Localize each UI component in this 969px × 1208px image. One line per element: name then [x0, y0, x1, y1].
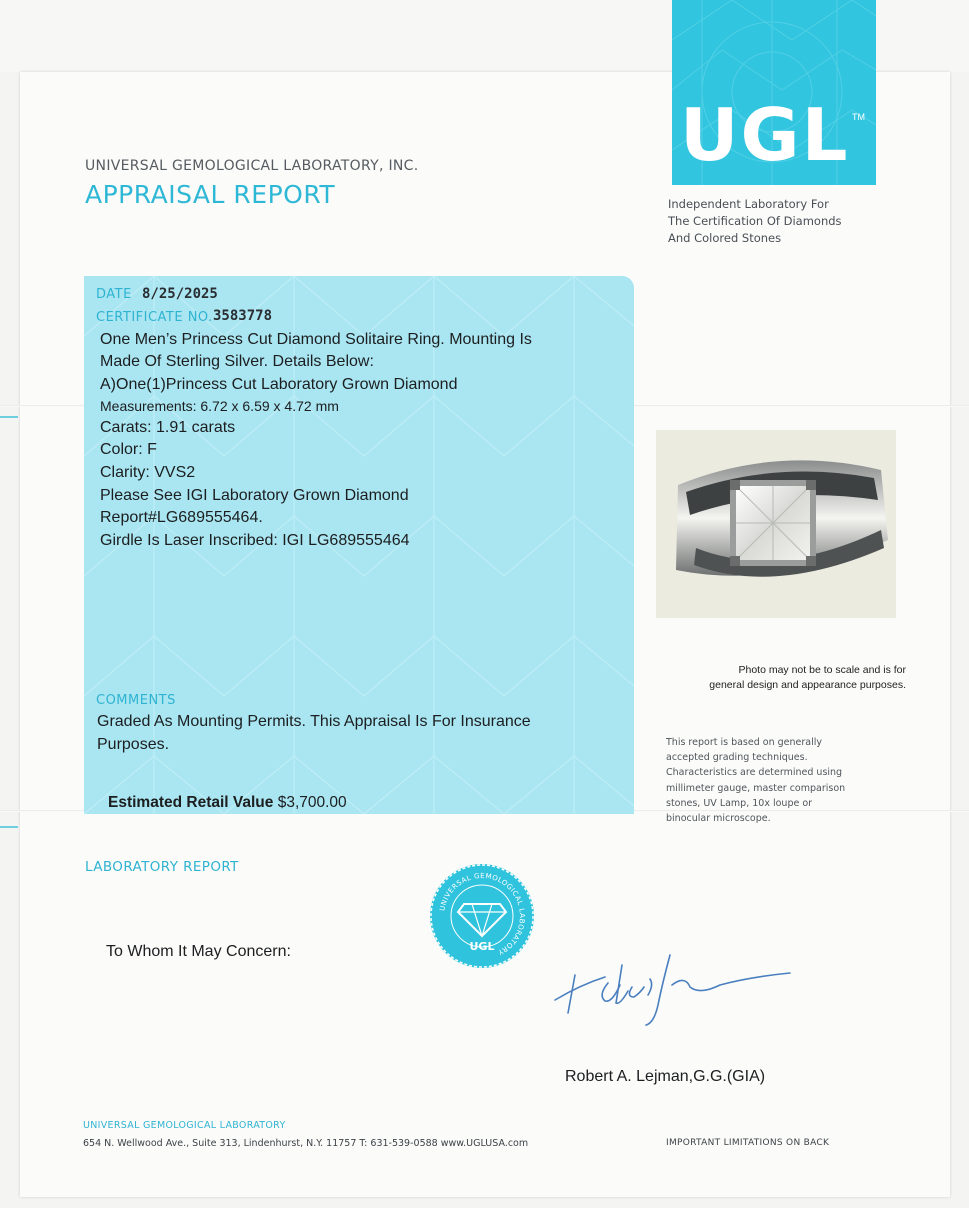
- note-line: Characteristics are determined using: [666, 767, 843, 779]
- description-line: Color: F: [100, 441, 157, 458]
- signer-name: Robert A. Lejman,G.G.(GIA): [565, 1068, 766, 1085]
- footer-address: 654 N. Wellwood Ave., Suite 313, Lindenhurst, N.Y. 11757 T: 631-539-0588 www.UGLUSA.com: [83, 1138, 529, 1149]
- tagline-line: And Colored Stones: [668, 231, 782, 245]
- description-line: Made Of Sterling Silver. Details Below:: [100, 353, 374, 370]
- logo-wordmark: UGL: [680, 93, 850, 177]
- tagline-line: The Certification Of Diamonds: [668, 214, 842, 228]
- description-line: Report#LG689555464.: [100, 509, 263, 526]
- certificate-number: 3583778: [213, 308, 273, 324]
- important-limitations: IMPORTANT LIMITATIONS ON BACK: [666, 1138, 830, 1148]
- retail-label: Estimated Retail Value: [108, 794, 274, 811]
- note-line: stones, UV Lamp, 10x loupe or: [666, 797, 813, 809]
- photo-caption: [660, 663, 906, 693]
- note-line: binocular microscope.: [666, 813, 771, 825]
- grading-notes: [666, 735, 866, 826]
- seal-text: UGL: [469, 940, 495, 953]
- ring-photo: [656, 430, 896, 618]
- note-line: This report is based on generally: [666, 737, 822, 748]
- ring-image: [656, 430, 896, 618]
- description-line: Girdle Is Laser Inscribed: IGI LG689555464: [100, 532, 410, 549]
- date-value: 8/25/2025: [142, 286, 218, 302]
- note-line: accepted grading techniques.: [666, 752, 808, 764]
- comments-label: COMMENTS: [96, 693, 176, 708]
- ugl-logo: [672, 0, 876, 185]
- certificate-label: CERTIFICATE NO.: [96, 310, 213, 325]
- company-name: UNIVERSAL GEMOLOGICAL LABORATORY, INC.: [85, 158, 419, 174]
- comments-line: Graded As Mounting Permits. This Appraisal Is For Insurance: [97, 713, 531, 730]
- logo-tagline: [668, 196, 868, 247]
- description-line: One Men’s Princess Cut Diamond Solitaire Ring. Mounting Is: [100, 331, 532, 348]
- comments-line: Purposes.: [97, 736, 170, 753]
- description-line: A)One(1)Princess Cut Laboratory Grown Diamond: [100, 376, 458, 393]
- caption-line: general design and appearance purposes.: [709, 679, 906, 691]
- date-label: DATE: [96, 287, 132, 302]
- seal-ring-text: UNIVERSAL GEMOLOGICAL LABORATORY: [438, 871, 527, 957]
- description-line: Clarity: VVS2: [100, 464, 196, 481]
- estimated-retail-value: [108, 794, 347, 812]
- retail-amount: $3,700.00: [277, 794, 347, 811]
- description-line: Carats: 1.91 carats: [100, 419, 236, 436]
- ugl-seal-icon: [428, 862, 536, 970]
- signature: [550, 945, 800, 1035]
- caption-line: Photo may not be to scale and is for: [738, 664, 906, 676]
- footer-company: UNIVERSAL GEMOLOGICAL LABORATORY: [83, 1120, 286, 1131]
- document-title: APPRAISAL REPORT: [85, 180, 336, 209]
- tagline-line: Independent Laboratory For: [668, 197, 829, 211]
- fold-mark: [0, 826, 18, 828]
- description-line: Please See IGI Laboratory Grown Diamond: [100, 487, 409, 504]
- logo-trademark: TM: [852, 112, 865, 122]
- salutation: To Whom It May Concern:: [106, 943, 291, 960]
- description-line: Measurements: 6.72 x 6.59 x 4.72 mm: [100, 398, 339, 414]
- fold-mark: [0, 416, 18, 418]
- laboratory-report-title: LABORATORY REPORT: [85, 859, 239, 875]
- note-line: millimeter gauge, master comparison: [666, 782, 846, 794]
